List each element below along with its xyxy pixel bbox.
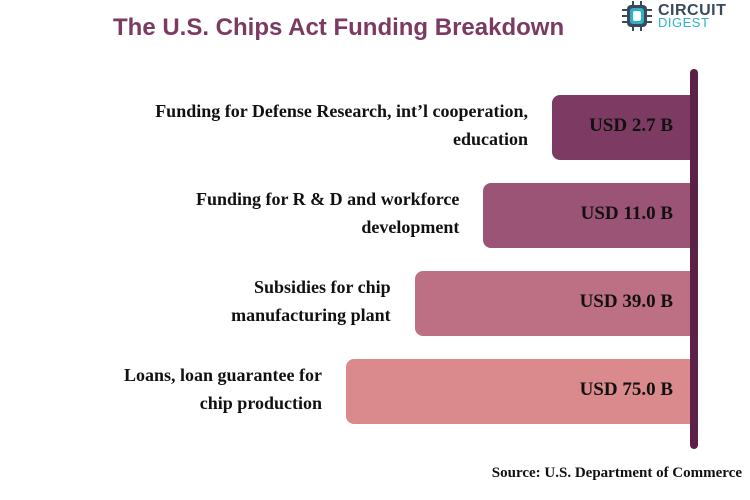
bar-value-label: USD 39.0 B <box>579 291 673 312</box>
category-label-line: Loans, loan guarantee for <box>124 365 322 385</box>
circuit-digest-logo <box>620 0 748 32</box>
category-label <box>196 185 459 241</box>
category-label-line: Funding for R & D and workforce <box>195 189 460 209</box>
category-label <box>231 273 391 329</box>
chart-title: The U.S. Chips Act Funding Breakdown <box>113 14 565 41</box>
source-note: Source: U.S. Department of Commerce <box>491 465 742 481</box>
chip-icon <box>620 0 654 32</box>
category-label-line: Funding for Defense Research, int’l cooperation, <box>155 101 528 121</box>
bar-value-label: USD 75.0 B <box>579 379 673 400</box>
category-label-line: development <box>361 217 460 237</box>
category-label-line: Subsidies for chip <box>253 277 391 297</box>
value-axis-line <box>690 69 698 449</box>
category-label-line: manufacturing plant <box>231 305 391 325</box>
category-label-line: chip production <box>199 393 322 413</box>
logo-text-digest: DIGEST <box>658 15 710 30</box>
logo-text-circuit: CIRCUIT <box>658 2 727 19</box>
bar-value-label: USD 11.0 B <box>580 203 673 224</box>
category-label-line: education <box>452 129 528 149</box>
category-label <box>124 361 322 417</box>
category-label <box>155 97 528 153</box>
bar-value-label: USD 2.7 B <box>589 115 673 136</box>
